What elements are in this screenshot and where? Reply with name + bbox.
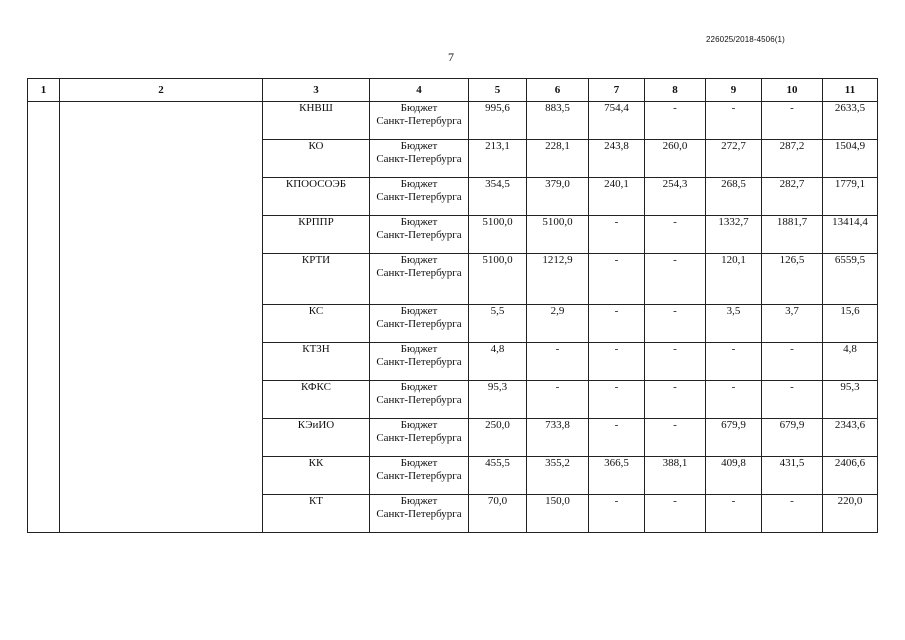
value-cell: - <box>645 254 706 305</box>
funding-source-line2: Санкт-Петербурга <box>376 153 462 165</box>
funding-source-line2: Санкт-Петербурга <box>376 318 462 330</box>
value-cell: - <box>706 102 762 140</box>
org-code-cell: КЭиИО <box>263 419 370 457</box>
value-cell: - <box>706 495 762 533</box>
value-cell: - <box>706 381 762 419</box>
org-code-cell: КТ <box>263 495 370 533</box>
value-cell: 213,1 <box>469 140 527 178</box>
header-cell: 6 <box>527 79 589 102</box>
org-code-cell: КРТИ <box>263 254 370 305</box>
value-cell: 4,8 <box>823 343 878 381</box>
header-cell: 11 <box>823 79 878 102</box>
value-cell: 260,0 <box>645 140 706 178</box>
funding-source-line2: Санкт-Петербурга <box>376 508 462 520</box>
value-cell: 70,0 <box>469 495 527 533</box>
value-cell: 250,0 <box>469 419 527 457</box>
value-cell: - <box>706 343 762 381</box>
funding-source-cell <box>370 495 469 533</box>
value-cell: 13414,4 <box>823 216 878 254</box>
value-cell: 2343,6 <box>823 419 878 457</box>
value-cell: 268,5 <box>706 178 762 216</box>
funding-source-cell <box>370 178 469 216</box>
value-cell: 220,0 <box>823 495 878 533</box>
value-cell: 6559,5 <box>823 254 878 305</box>
funding-source-line1: Бюджет <box>400 140 438 152</box>
value-cell: 733,8 <box>527 419 589 457</box>
value-cell: - <box>589 216 645 254</box>
funding-source-line1: Бюджет <box>400 216 438 228</box>
value-cell: 2,9 <box>527 305 589 343</box>
header-cell: 10 <box>762 79 823 102</box>
funding-source-cell <box>370 343 469 381</box>
funding-source-cell <box>370 419 469 457</box>
funding-source-line2: Санкт-Петербурга <box>376 432 462 444</box>
value-cell: - <box>527 381 589 419</box>
funding-source-line1: Бюджет <box>400 457 438 469</box>
value-cell: 3,5 <box>706 305 762 343</box>
funding-source-cell <box>370 254 469 305</box>
page-number: 7 <box>448 50 454 64</box>
funding-source-line1: Бюджет <box>400 381 438 393</box>
value-cell: 5100,0 <box>527 216 589 254</box>
funding-source-cell <box>370 457 469 495</box>
value-cell: 228,1 <box>527 140 589 178</box>
value-cell: 1881,7 <box>762 216 823 254</box>
value-cell: - <box>762 102 823 140</box>
value-cell: 5,5 <box>469 305 527 343</box>
org-code-cell: КПООСОЭБ <box>263 178 370 216</box>
funding-source-line2: Санкт-Петербурга <box>376 191 462 203</box>
funding-source-line1: Бюджет <box>400 178 438 190</box>
funding-source-cell <box>370 140 469 178</box>
header-cell: 2 <box>60 79 263 102</box>
value-cell: 1212,9 <box>527 254 589 305</box>
funding-source-line1: Бюджет <box>400 419 438 431</box>
org-code-cell: КС <box>263 305 370 343</box>
value-cell: 5100,0 <box>469 216 527 254</box>
value-cell: 4,8 <box>469 343 527 381</box>
budget-table <box>27 78 878 533</box>
value-cell: 679,9 <box>762 419 823 457</box>
value-cell: 679,9 <box>706 419 762 457</box>
funding-source-line2: Санкт-Петербурга <box>376 470 462 482</box>
value-cell: - <box>762 381 823 419</box>
value-cell: 883,5 <box>527 102 589 140</box>
value-cell: 126,5 <box>762 254 823 305</box>
header-cell: 9 <box>706 79 762 102</box>
value-cell: 409,8 <box>706 457 762 495</box>
header-cell: 4 <box>370 79 469 102</box>
value-cell: 1779,1 <box>823 178 878 216</box>
funding-source-line2: Санкт-Петербурга <box>376 267 462 279</box>
value-cell: 2633,5 <box>823 102 878 140</box>
org-code-cell: КК <box>263 457 370 495</box>
header-row <box>28 79 878 102</box>
value-cell: 254,3 <box>645 178 706 216</box>
funding-source-line2: Санкт-Петербурга <box>376 229 462 241</box>
value-cell: 15,6 <box>823 305 878 343</box>
funding-source-line1: Бюджет <box>400 343 438 355</box>
value-cell: 754,4 <box>589 102 645 140</box>
org-code-cell: КФКС <box>263 381 370 419</box>
value-cell: 1332,7 <box>706 216 762 254</box>
header-cell: 1 <box>28 79 60 102</box>
value-cell: - <box>645 495 706 533</box>
funding-source-line1: Бюджет <box>400 495 438 507</box>
value-cell: 243,8 <box>589 140 645 178</box>
value-cell: 287,2 <box>762 140 823 178</box>
value-cell: - <box>589 381 645 419</box>
value-cell: 455,5 <box>469 457 527 495</box>
header-cell: 5 <box>469 79 527 102</box>
value-cell: 5100,0 <box>469 254 527 305</box>
value-cell: - <box>645 419 706 457</box>
value-cell: 240,1 <box>589 178 645 216</box>
org-code-cell: КО <box>263 140 370 178</box>
funding-source-line2: Санкт-Петербурга <box>376 356 462 368</box>
value-cell: 272,7 <box>706 140 762 178</box>
value-cell: 379,0 <box>527 178 589 216</box>
value-cell: - <box>589 419 645 457</box>
value-cell: - <box>762 495 823 533</box>
value-cell: 388,1 <box>645 457 706 495</box>
value-cell: - <box>589 305 645 343</box>
value-cell: 354,5 <box>469 178 527 216</box>
value-cell: 995,6 <box>469 102 527 140</box>
value-cell: - <box>645 343 706 381</box>
org-code-cell: КРППР <box>263 216 370 254</box>
table-row <box>28 102 878 140</box>
funding-source-line1: Бюджет <box>400 102 438 114</box>
value-cell: - <box>645 102 706 140</box>
col2-merged-cell <box>60 102 263 533</box>
org-code-cell: КТЗН <box>263 343 370 381</box>
value-cell: 1504,9 <box>823 140 878 178</box>
value-cell: 150,0 <box>527 495 589 533</box>
value-cell: 366,5 <box>589 457 645 495</box>
document-id: 226025/2018-4506(1) <box>706 35 785 44</box>
col1-merged-cell <box>28 102 60 533</box>
value-cell: - <box>589 495 645 533</box>
header-cell: 8 <box>645 79 706 102</box>
header-cell: 7 <box>589 79 645 102</box>
header-cell: 3 <box>263 79 370 102</box>
value-cell: 95,3 <box>469 381 527 419</box>
funding-source-cell <box>370 102 469 140</box>
funding-source-line2: Санкт-Петербурга <box>376 394 462 406</box>
value-cell: 2406,6 <box>823 457 878 495</box>
value-cell: - <box>645 305 706 343</box>
value-cell: - <box>527 343 589 381</box>
funding-source-line2: Санкт-Петербурга <box>376 115 462 127</box>
funding-source-cell <box>370 216 469 254</box>
value-cell: - <box>645 381 706 419</box>
value-cell: 431,5 <box>762 457 823 495</box>
value-cell: - <box>589 343 645 381</box>
value-cell: - <box>645 216 706 254</box>
value-cell: 355,2 <box>527 457 589 495</box>
value-cell: 120,1 <box>706 254 762 305</box>
funding-source-cell <box>370 381 469 419</box>
funding-source-cell <box>370 305 469 343</box>
funding-source-line1: Бюджет <box>400 254 438 266</box>
value-cell: - <box>762 343 823 381</box>
value-cell: - <box>589 254 645 305</box>
funding-source-line1: Бюджет <box>400 305 438 317</box>
value-cell: 95,3 <box>823 381 878 419</box>
value-cell: 3,7 <box>762 305 823 343</box>
org-code-cell: КНВШ <box>263 102 370 140</box>
value-cell: 282,7 <box>762 178 823 216</box>
